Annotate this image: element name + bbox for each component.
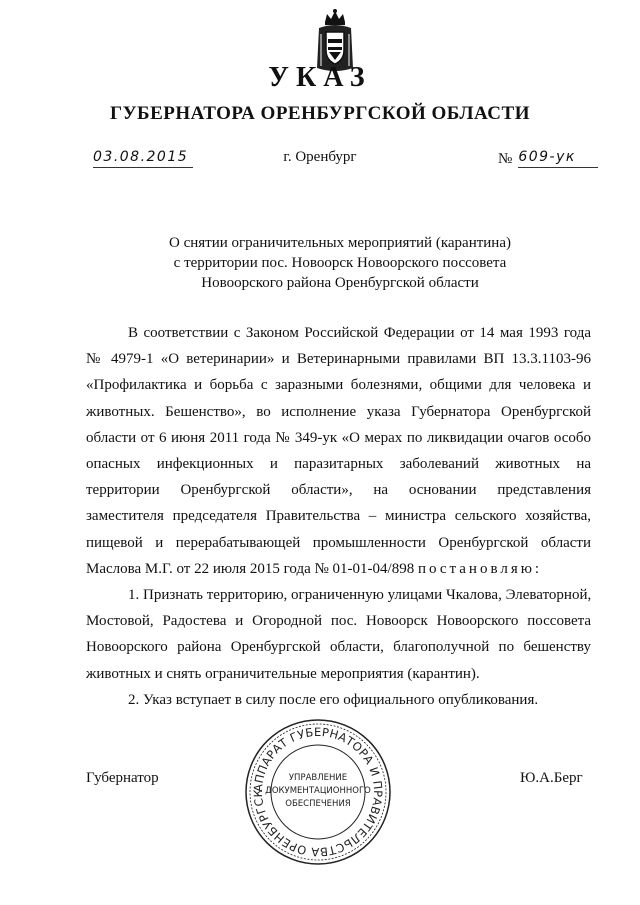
document-city: г. Оренбург: [283, 149, 357, 165]
official-seal: [243, 717, 393, 867]
seal-center-line: УПРАВЛЕНИЕ: [288, 773, 348, 783]
seal-ring-text: АППАРАТ ГУБЕРНАТОРА И ПРАВИТЕЛЬСТВА ОРЕНБУРГСК: [250, 724, 386, 860]
issuer-title: ГУБЕРНАТОРА ОРЕНБУРГСКОЙ ОБЛАСТИ: [110, 103, 530, 124]
body-line: № 4979-1 «О ветеринарии» и Ветеринарными правилами ВП 13.3.1103-96: [86, 351, 591, 368]
signer-name: Ю.А.Берг: [520, 770, 583, 786]
seal-center-line: ДОКУМЕНТАЦИОННОГО: [265, 786, 371, 796]
body-line: территории Оренбургской области», на основании представления: [86, 482, 591, 499]
document-type-title: УКАЗ: [268, 62, 372, 93]
decree-word: постановляю:: [417, 560, 543, 577]
body-line: заместителя председателя Правительства – министра сельского хозяйства,: [86, 508, 591, 525]
subject-line: с территории пос. Новоорск Новоорского поссовета: [173, 255, 507, 271]
body-line: «Профилактика и борьба с заразными болезнями, общими для человека и: [86, 377, 591, 394]
body-line: пищевой и перерабатывающей промышленности Оренбургской области: [86, 534, 591, 551]
subject-line: Новоорского района Оренбургской области: [201, 275, 479, 291]
signer-title: Губернатор: [86, 770, 159, 786]
preamble-last: Маслова М.Г. от 22 июля 2015 года № 01-01-04/898: [86, 560, 415, 577]
document-number: [498, 149, 598, 168]
body-line: животных. Бешенство», во исполнение указа Губернатора Оренбургской: [86, 403, 591, 420]
subject-line: О снятии ограничительных мероприятий (карантина): [169, 235, 511, 251]
item1-line: Новоорского района Оренбургской области, благополучной по бешенству: [86, 639, 591, 656]
item1-line: Мостовой, Радостева и Огородной пос. Новоорск Новоорского поссовета: [86, 613, 591, 630]
item1-line: 1. Признать территорию, ограниченную улицами Чкалова, Элеваторной,: [128, 587, 592, 604]
number-label: №: [498, 151, 513, 167]
body-line: [86, 556, 591, 582]
seal-center-line: ОБЕСПЕЧЕНИЯ: [285, 799, 351, 809]
document-date: 03.08.2015: [93, 149, 193, 168]
body-line: В соответствии с Законом Российской Федерации от 14 мая 1993 года: [128, 325, 591, 341]
body-line: опасных инфекционных и паразитарных заболеваний животных на: [86, 456, 591, 473]
document-subject: [60, 233, 620, 293]
number-value: 609-ук: [518, 149, 598, 168]
item2-line: 2. Указ вступает в силу после его официального опубликования.: [128, 691, 539, 708]
body-line: области от 6 июня 2011 года № 349-ук «О мерах по ликвидации очагов особо: [86, 429, 591, 446]
item1-line: животных и снять ограничительные мероприятия (карантин).: [86, 665, 480, 682]
document-body: [86, 320, 591, 713]
